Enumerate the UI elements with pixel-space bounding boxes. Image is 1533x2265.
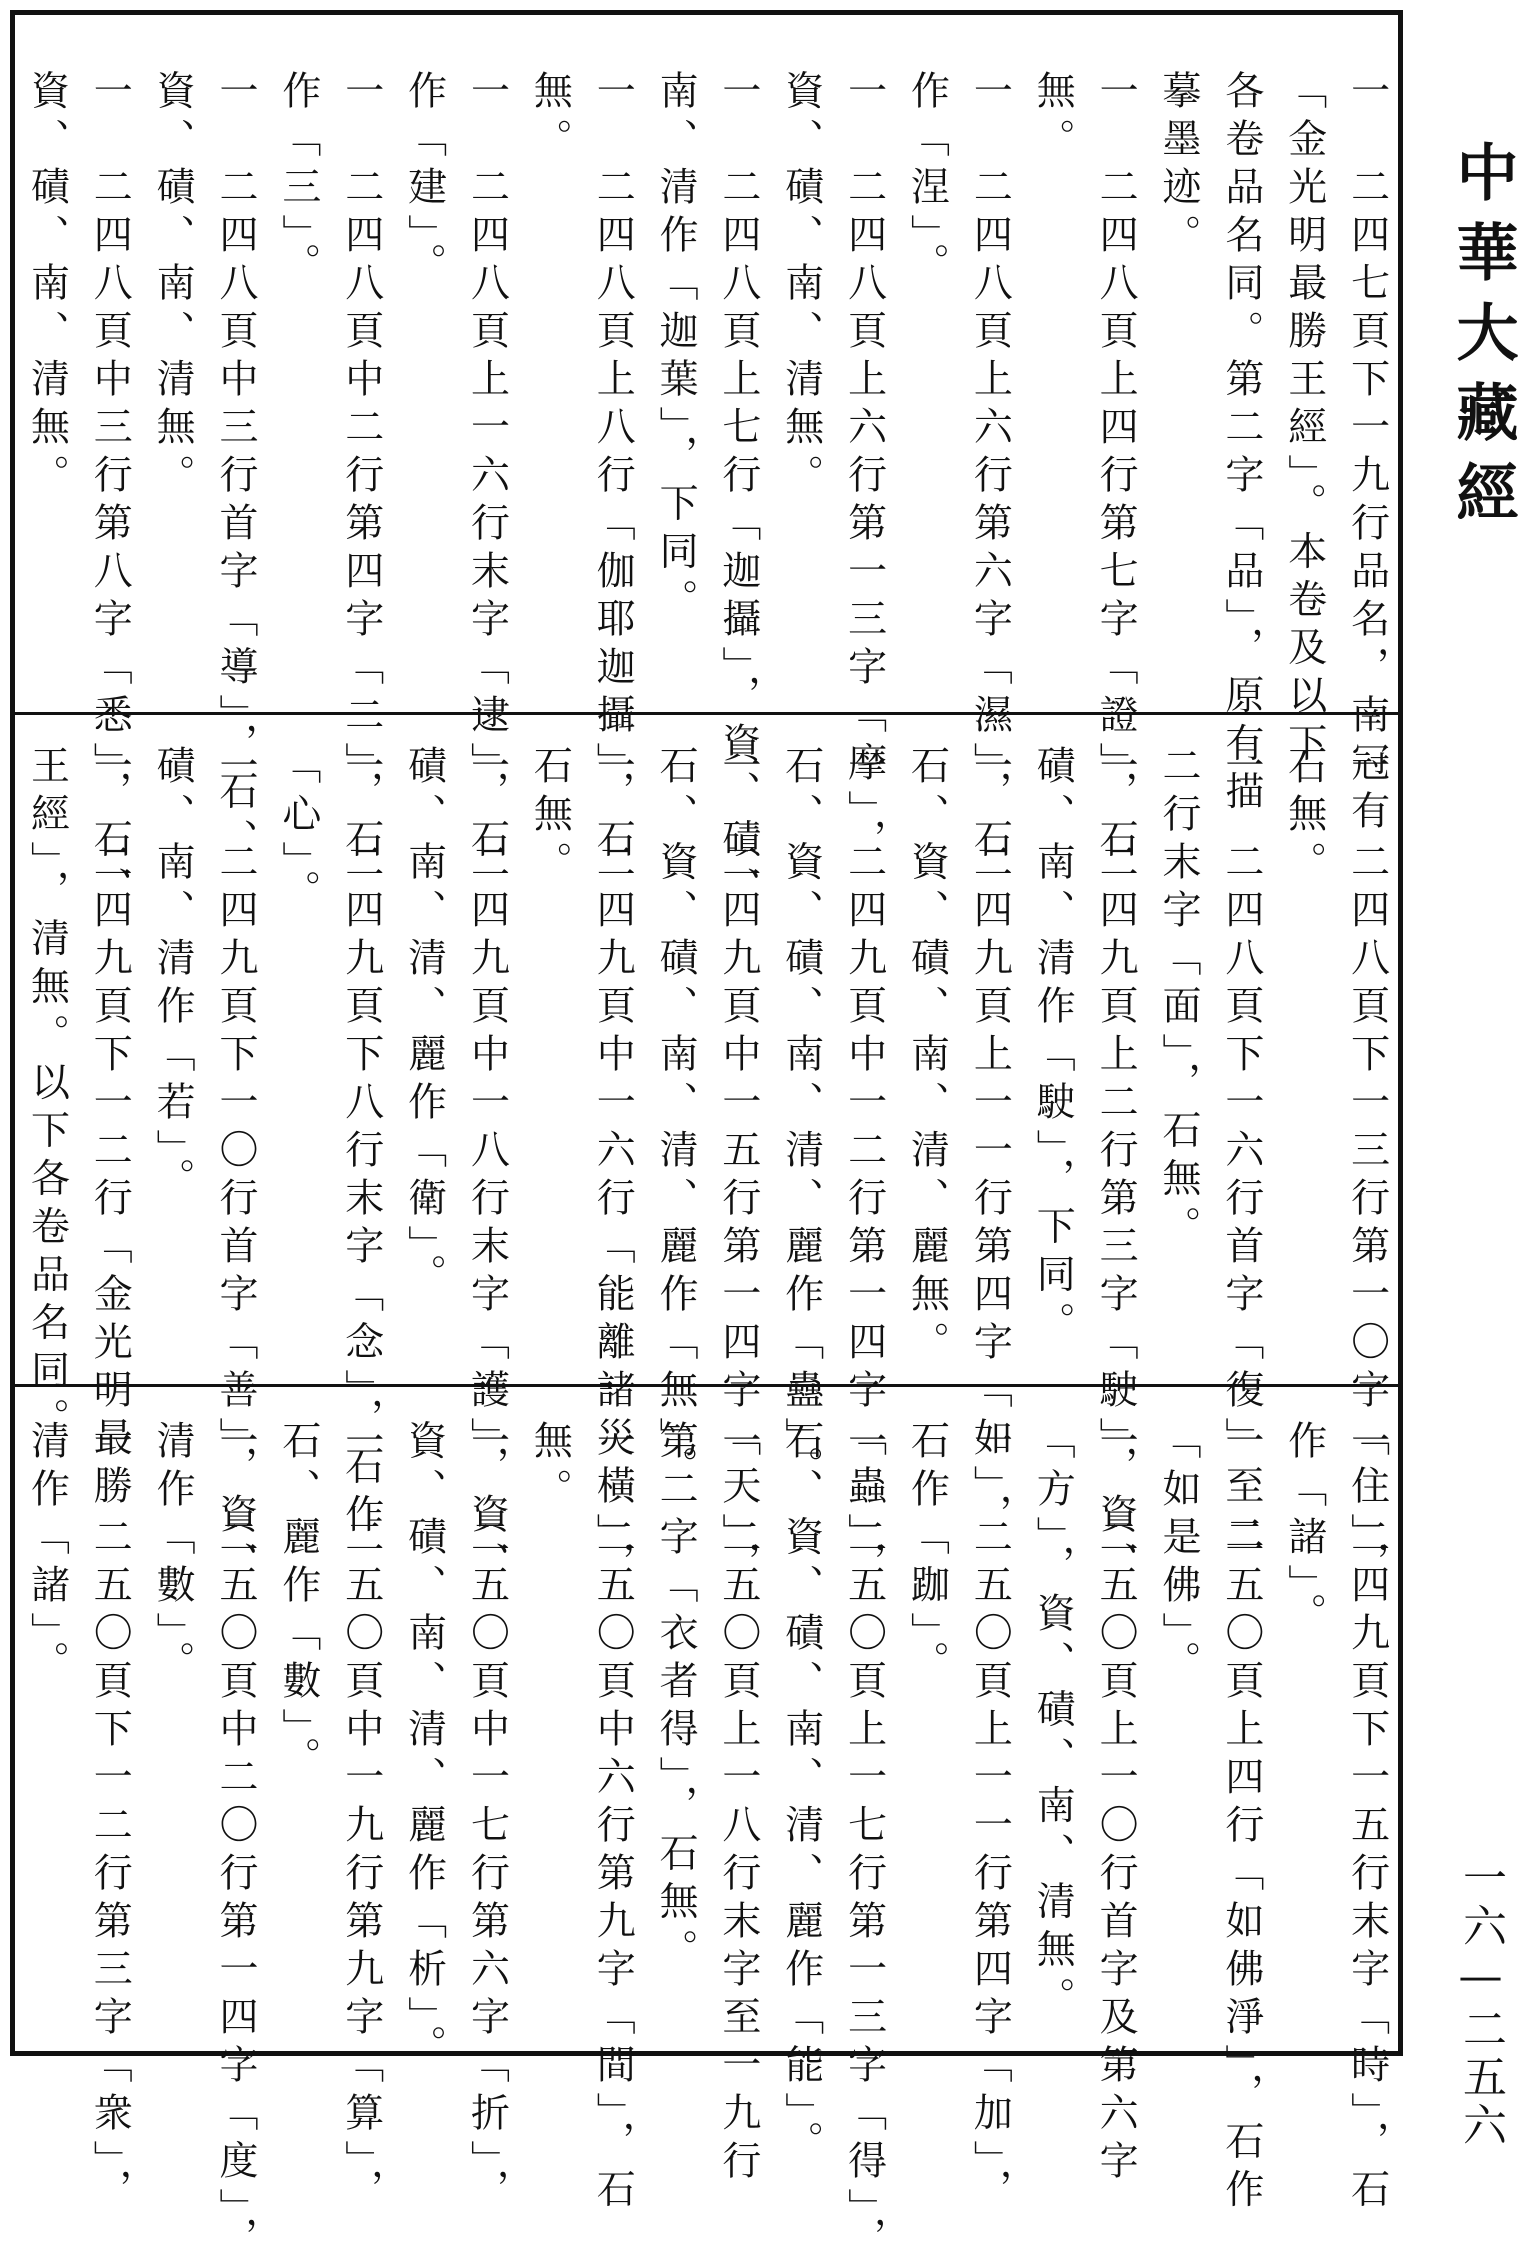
text-column: 一 二五〇頁上一七行第一三字「得」， [841,1420,887,2265]
text-column: 一 二四九頁上一一行第四字「如」， [967,745,1013,1542]
text-column: 一 二五〇頁上一一行第四字「加」， [967,1420,1013,2217]
text-column: 石、資、磧、南、清、麗作「無」。 [653,745,699,1494]
text-column: 一 二四七頁下一九行品名，南冠有 [1344,70,1390,838]
text-column: 資、磧、南、清、麗作「析」。 [401,1420,447,2073]
section-3 [15,1420,1398,2265]
text-column: 清作「數」。 [150,1420,196,1689]
text-column: 清作「諸」。 [24,1420,70,1689]
text-column: 資、磧、南、清無。 [150,70,196,502]
text-column: 「方」，資、磧、南、清無。 [1030,1420,1076,2025]
text-column: 無。 [527,1420,573,1516]
text-column: 一 二四八頁下一三行第一〇字「住」， [1344,745,1390,1590]
text-column: 一 二四九頁下一五行末字「時」，石 [1344,1420,1390,2217]
text-column: 一 二五〇頁上四行「如佛淨」，石作 [1218,1420,1264,2217]
text-column: 一 二四九頁中一五行第一四字「天」， [715,745,761,1590]
text-column: 一 二四九頁上二行第三字「駛」，資、 [1093,745,1139,1590]
text-column: 資、磧、南、清無。 [24,70,70,502]
text-column: 摹墨迹。 [1155,70,1201,262]
section-1 [15,70,1398,915]
text-column: 磧、南、清、麗作「衛」。 [401,745,447,1302]
text-column: 一 二四九頁中一六行「能離諸災橫」， [590,745,636,1590]
text-column: 「心」。 [275,745,321,918]
text-column: 無。 [1030,70,1076,166]
text-column: 石、資、磧、南、清、麗無。 [904,745,950,1369]
text-column: 無。 [527,70,573,166]
text-column: 一 二四八頁中三行首字「導」，石、 [213,70,259,867]
text-column: 「金光明最勝王經」。本卷及以下 [1281,70,1327,771]
text-column: 一 二四九頁中一二行第一四字「蟲」， [841,745,887,1590]
text-column: 一 二五〇頁中一七行第六字「折」， [464,1420,510,2217]
text-column: 一 二五〇頁中一九行第九字「算」， [338,1420,384,2217]
page-number: 一六—二五六 [1455,1855,1506,2150]
text-column: 一 二四八頁上七行「迦攝」，資、磧、 [715,70,761,915]
text-column: 二行末字「面」，石無。 [1155,745,1201,1254]
text-column: 第二字「衣者得」，石無。 [653,1420,699,1977]
text-column: 一 二五〇頁上一八行末字至一九行 [715,1420,761,2188]
text-column: 王經」，清無。以下各卷品名同。 [24,745,70,1446]
text-column: 資、磧、南、清無。 [778,70,824,502]
text-column: 一 二五〇頁上一〇行首字及第六字 [1093,1420,1139,2188]
text-column: 一 二四九頁下一〇行首字「善」，資、 [213,745,259,1590]
text-column: 石、資、磧、南、清、麗作「能」。 [778,1420,824,2169]
text-column: 石、麗作「數」。 [275,1420,321,1785]
text-column: 一 二五〇頁下一二行第三字「衆」， [87,1420,133,2217]
text-column: 石、資、磧、南、清、麗作「蠱」。 [778,745,824,1494]
text-column: 一 二四八頁中三行第八字「悉」，石、 [87,70,133,915]
text-column: 各卷品名同。第二字「品」，原有描 [1218,70,1264,819]
book-title: 中華大藏經 [1446,140,1519,540]
text-column: 磧、南、清作「駛」，下同。 [1030,745,1076,1350]
text-column: 一 二四九頁中一八行末字「護」，資、 [464,745,510,1590]
text-column: 一 二四八頁上八行「伽耶迦攝」，石 [590,70,636,867]
text-column: 一 二四八頁上六行第一三字「摩」， [841,70,887,867]
text-column: 一 二五〇頁中六行第九字「間」，石 [590,1420,636,2217]
text-column: 磧、南、清作「若」。 [150,745,196,1206]
text-column: 石作「跏」。 [904,1420,950,1689]
text-column: 作「建」。 [401,70,447,291]
text-column: 一 二四九頁下一二行「金光明最勝 [87,745,133,1513]
text-column: 「如是佛」。 [1155,1420,1201,1689]
text-column: 一 二四八頁上一六行末字「逮」，石 [464,70,510,867]
text-column: 南、清作「迦葉」，下同。 [653,70,699,627]
text-column: 石無。 [527,745,573,889]
text-column: 一 二四八頁下一六行首字「復」至二 [1218,745,1264,1561]
text-column: 作「諸」。 [1281,1420,1327,1641]
text-column: 一 二四八頁上六行第六字「濕」，石 [967,70,1013,867]
text-column: 一 二五〇頁中二〇行第一四字「度」， [213,1420,259,2265]
text-column: 石無。 [1281,745,1327,889]
text-column: 一 二四八頁中二行第四字「二」，石 [338,70,384,867]
text-column: 一 二四九頁下八行末字「念」，石作 [338,745,384,1542]
text-column: 作「涅」。 [904,70,950,291]
text-column: 作「三」。 [275,70,321,291]
text-column: 一 二四八頁上四行第七字「證」，石 [1093,70,1139,867]
